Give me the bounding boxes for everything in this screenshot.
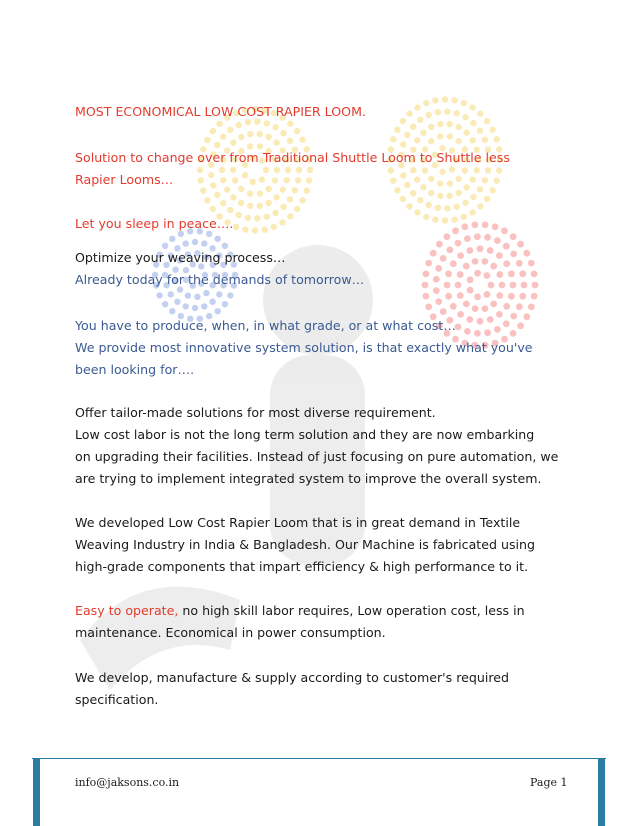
text-line-already: Already today for the demands of tomorrow… — [75, 272, 365, 287]
text-line-easy — [75, 603, 525, 618]
text-line-sleep: Let you sleep in peace…. — [75, 216, 234, 231]
text-line-solution-2: Rapier Looms… — [75, 172, 174, 187]
text-line-labor-2: on upgrading their facilities. Instead of just focusing on pure automation, we — [75, 449, 559, 464]
easy-rest: no high skill labor requires, Low operation cost, less in — [178, 603, 525, 618]
text-line-provide-1: We provide most innovative system solution, is that exactly what you've — [75, 340, 533, 355]
text-line-maintenance: maintenance. Economical in power consumption. — [75, 625, 386, 640]
text-line-supply-2: specification. — [75, 692, 159, 707]
easy-highlight: Easy to operate, — [75, 603, 179, 618]
text-line-labor-3: are trying to implement integrated system to improve the overall system. — [75, 471, 542, 486]
footer-bar-left — [33, 758, 40, 826]
footer-bar-right — [598, 758, 605, 826]
text-line-developed-2: Weaving Industry in India & Bangladesh. Our Machine is fabricated using — [75, 537, 535, 552]
footer-rule — [32, 758, 606, 759]
text-line-supply-1: We develop, manufacture & supply according to customer's required — [75, 670, 509, 685]
heading-title: MOST ECONOMICAL LOW COST RAPIER LOOM. — [75, 104, 366, 119]
footer-email: info@jaksons.co.in — [75, 776, 180, 789]
text-line-optimize: Optimize your weaving process… — [75, 250, 286, 265]
text-line-produce: You have to produce, when, in what grade, or at what cost… — [75, 318, 456, 333]
text-line-developed-3: high-grade components that impart efficiency & high performance to it. — [75, 559, 529, 574]
text-line-solution-1: Solution to change over from Traditional Shuttle Loom to Shuttle less — [75, 150, 510, 165]
text-line-developed-1: We developed Low Cost Rapier Loom that is in great demand in Textile — [75, 515, 521, 530]
text-line-offer: Offer tailor-made solutions for most diverse requirement. — [75, 405, 436, 420]
text-line-provide-2: been looking for…. — [75, 362, 195, 377]
text-line-labor-1: Low cost labor is not the long term solution and they are now embarking — [75, 427, 535, 442]
footer-page-number: Page 1 — [530, 776, 568, 789]
